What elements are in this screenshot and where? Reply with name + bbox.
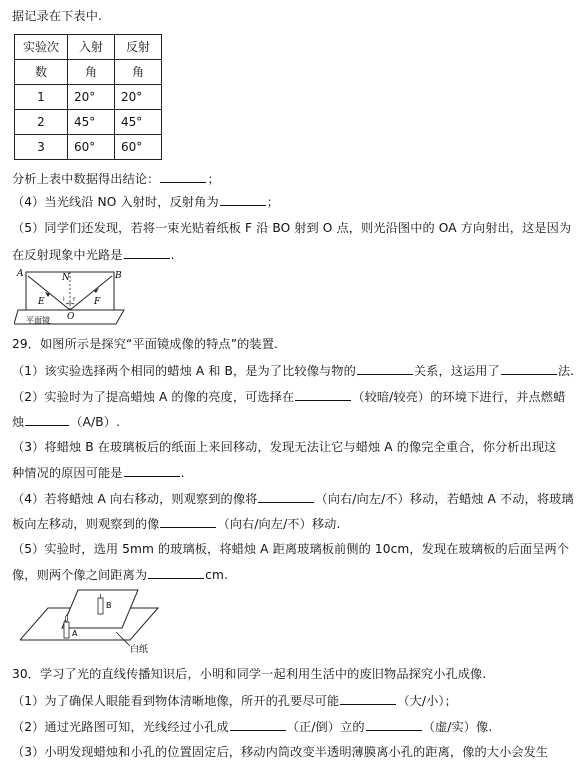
- reflect-cell: 20°: [115, 85, 162, 110]
- intro-text: 据记录在下表中.: [12, 9, 102, 23]
- answer-blank[interactable]: [124, 464, 180, 477]
- trial-cell: 2: [15, 110, 68, 135]
- q28-part4-tail: ；: [266, 195, 280, 209]
- label-a: A: [17, 269, 24, 279]
- trial-cell: 1: [15, 85, 68, 110]
- label-a: A: [72, 629, 78, 638]
- flame-icon: [65, 615, 68, 622]
- q29-part3-tail: .: [180, 466, 185, 480]
- q30-part2-tail: （虚/实）像.: [422, 720, 493, 734]
- q29-part3-text: 种情况的原因可能是: [12, 466, 123, 480]
- reflect-cell: 60°: [115, 135, 162, 160]
- q29-part1: [12, 362, 578, 379]
- label-e: E: [38, 297, 45, 307]
- analysis-tail: ；: [207, 172, 220, 186]
- table-row: [15, 110, 162, 135]
- reflect-cell: 45°: [115, 110, 162, 135]
- q29-part4-tail: （向右/向左/不）移动，若蜡烛 A 不动，将玻璃: [315, 492, 574, 506]
- incident-cell: 20°: [68, 85, 115, 110]
- table-header-row: [15, 35, 162, 60]
- q29-part1-text: （1）该实验选择两个相同的蜡烛 A 和 B，是为了比较像与物的: [12, 364, 356, 378]
- q28-part5-line1: （5）同学们还发现，若将一束光贴着纸板 F 沿 BO 射到 O 点，则光沿图中的 OA 方向射出，这是因为: [12, 221, 572, 235]
- mirror-label: 平面镜: [26, 316, 50, 325]
- q29-part5-tail: cm.: [205, 568, 228, 582]
- q30-part3: （3）小明发现蜡烛和小孔的位置固定后，移动内筒改变半透明薄膜离小孔的距离，像的大小会发生: [12, 745, 549, 759]
- q29-part5-text: 像，则两个像之间距离为: [12, 568, 148, 582]
- answer-blank[interactable]: [366, 718, 422, 731]
- analysis-text: 分析上表中数据得出结论：: [12, 172, 160, 186]
- q29-part2-tail: （较暗/较亮）的环境下进行，并点燃蜡: [352, 390, 566, 404]
- q29-part3-line2: [12, 464, 578, 481]
- q29-part2-line2: [12, 413, 578, 430]
- q29-part2-text2: 烛: [12, 415, 25, 429]
- q30-part2-text: （2）通过光路图可知，光线经过小孔成: [12, 720, 229, 734]
- q29-part4-text: （4）若将蜡烛 A 向右移动，则观察到的像将: [12, 492, 258, 506]
- q28-part4-text: （4）当光线沿 NO 入射时，反射角为: [12, 195, 219, 209]
- table-header-row-2: [15, 60, 162, 85]
- header-cell-trial: 实验次: [15, 35, 68, 60]
- label-n: N: [62, 273, 70, 283]
- header-cell-reflect-2: 角: [115, 60, 162, 85]
- label-b: B: [106, 601, 112, 610]
- answer-blank[interactable]: [258, 490, 314, 503]
- table-row: [15, 85, 162, 110]
- label-f: F: [94, 297, 101, 307]
- label-o: O: [67, 312, 75, 322]
- answer-blank[interactable]: [25, 413, 69, 426]
- header-cell-incident: 入射: [68, 35, 115, 60]
- candle-b: [98, 598, 103, 614]
- q30-part2: [12, 718, 578, 735]
- answer-blank[interactable]: [220, 193, 266, 206]
- answer-blank[interactable]: [160, 515, 216, 528]
- paper-label: 白纸: [130, 645, 149, 654]
- q29-part5-line2: [12, 566, 578, 583]
- angle-label: i: [63, 296, 65, 303]
- answer-blank[interactable]: [357, 362, 413, 375]
- data-table: [14, 34, 162, 160]
- q29-part4-tail2: （向右/向左/不）移动.: [217, 517, 341, 531]
- q29-part1-mid: 关系，这运用了: [413, 364, 500, 378]
- q29-part4-line1: [12, 490, 578, 507]
- analysis-line: [12, 170, 578, 187]
- q29-part1-tail: 法.: [557, 364, 575, 378]
- reflection-diagram: [14, 266, 134, 328]
- q28-part5-tail: .: [170, 248, 175, 262]
- q28-part4: [12, 193, 578, 210]
- q29-part4-line2: [12, 515, 578, 532]
- label-b: B: [115, 271, 122, 281]
- header-cell-reflect: 反射: [115, 35, 162, 60]
- q29-part2-line1: [12, 388, 578, 405]
- answer-blank[interactable]: [160, 170, 206, 183]
- answer-blank[interactable]: [501, 362, 557, 375]
- q28-part5-text: 在反射现象中光路是: [12, 248, 123, 262]
- q29-part2-tail2: （A/B）.: [70, 415, 120, 429]
- q29-part3-line1: （3）将蜡烛 B 在玻璃板后的纸面上来回移动，发现无法让它与蜡烛 A 的像完全重合，你分析出现这: [12, 440, 557, 454]
- q30-part2-mid: （正/倒）立的: [286, 720, 365, 734]
- q28-part5-line2: [12, 246, 578, 263]
- answer-blank[interactable]: [148, 566, 204, 579]
- table-row: [15, 135, 162, 160]
- angle-label: r: [73, 296, 76, 303]
- q29-part5-line1: （5）实验时，选用 5mm 的玻璃板，将蜡烛 A 距离玻璃板前侧的 10cm，发现在玻璃板的后面呈两个: [12, 542, 570, 556]
- mirror-apparatus-diagram: [20, 588, 170, 654]
- q30-part1-tail: （大/小）；: [397, 694, 457, 708]
- q29-title: 29．如图所示是探究“平面镜成像的特点”的装置.: [12, 337, 278, 351]
- answer-blank[interactable]: [230, 718, 286, 731]
- answer-blank[interactable]: [295, 388, 351, 401]
- q29-part4-text2: 板向左移动，则观察到的像: [12, 517, 160, 531]
- incident-cell: 45°: [68, 110, 115, 135]
- trial-cell: 3: [15, 135, 68, 160]
- answer-blank[interactable]: [340, 692, 396, 705]
- incident-cell: 60°: [68, 135, 115, 160]
- q30-part1: [12, 692, 578, 709]
- q30-title: 30．学习了光的直线传播知识后，小明和同学一起利用生活中的废旧物品探究小孔成像.: [12, 667, 487, 681]
- q29-part2-text: （2）实验时为了提高蜡烛 A 的像的亮度，可选择在: [12, 390, 295, 404]
- answer-blank[interactable]: [124, 246, 170, 259]
- q30-part1-text: （1）为了确保人眼能看到物体清晰地像，所开的孔要尽可能: [12, 694, 340, 708]
- header-cell-incident-2: 角: [68, 60, 115, 85]
- header-cell-trial-2: 数: [15, 60, 68, 85]
- candle-a: [64, 622, 69, 638]
